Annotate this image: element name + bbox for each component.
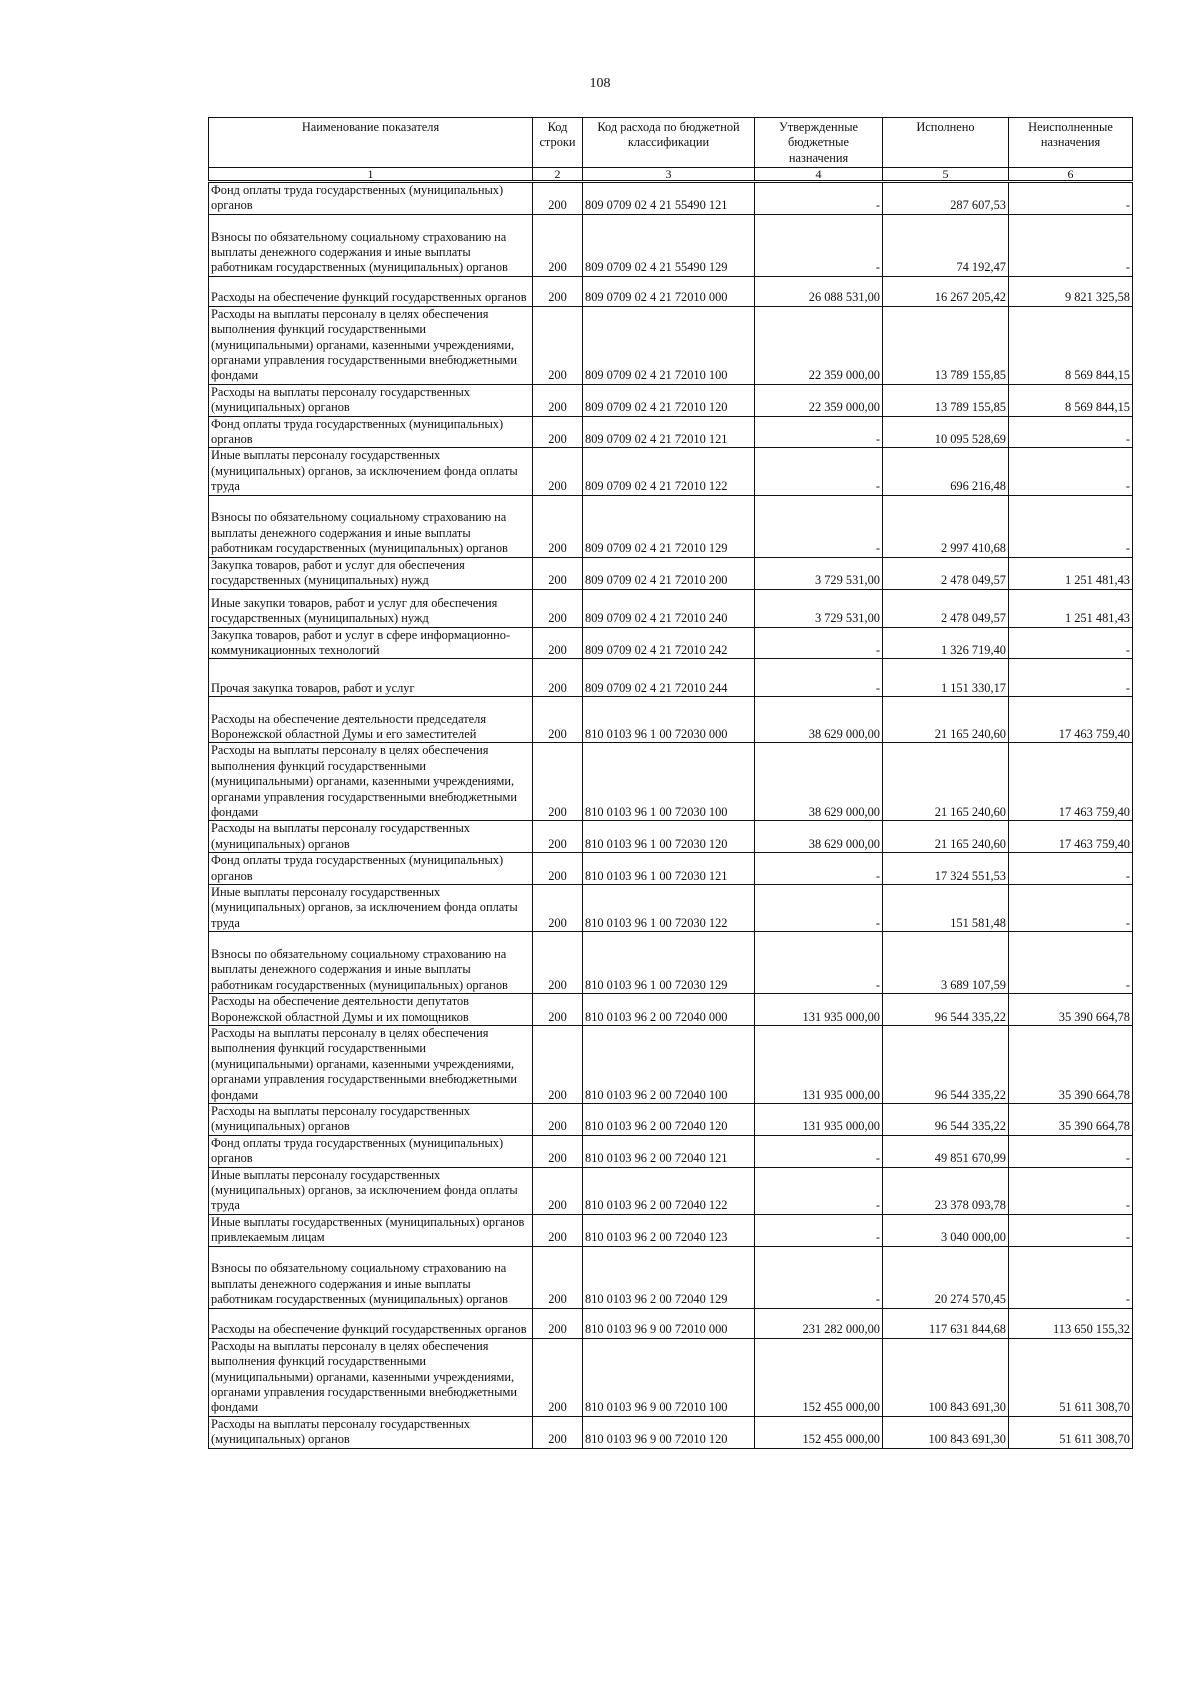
header-row [209,118,1133,168]
table-row [209,306,1133,384]
indicator-name-cell: Иные выплаты государственных (муниципальных) органов привлекаемым лицам [209,1214,533,1246]
unexecuted-amount-cell: - [1009,182,1133,215]
approved-amount-cell: - [755,853,883,885]
table-row [209,557,1133,589]
budget-code-cell: 810 0103 96 2 00 72040 123 [583,1214,755,1246]
table-row [209,416,1133,448]
budget-code-cell: 809 0709 02 4 21 72010 240 [583,589,755,627]
indicator-name-cell: Фонд оплаты труда государственных (муниципальных) органов [209,416,533,448]
executed-amount-cell: 49 851 670,99 [883,1135,1009,1167]
approved-amount-cell: 231 282 000,00 [755,1308,883,1338]
executed-amount-cell: 1 151 330,17 [883,659,1009,697]
column-number: 4 [755,168,883,182]
line-code-cell: 200 [533,306,583,384]
executed-amount-cell: 100 843 691,30 [883,1416,1009,1448]
line-code-cell: 200 [533,853,583,885]
executed-amount-cell: 96 544 335,22 [883,1026,1009,1104]
approved-amount-cell: 131 935 000,00 [755,1104,883,1136]
approved-amount-cell: - [755,182,883,215]
budget-code-cell: 809 0709 02 4 21 72010 121 [583,416,755,448]
indicator-name-cell: Расходы на выплаты персоналу государственных (муниципальных) органов [209,1416,533,1448]
approved-amount-cell: 22 359 000,00 [755,384,883,416]
budget-code-cell: 810 0103 96 1 00 72030 100 [583,743,755,821]
column-number: 5 [883,168,1009,182]
line-code-cell: 200 [533,182,583,215]
table-row [209,853,1133,885]
line-code-cell: 200 [533,214,583,276]
executed-amount-cell: 13 789 155,85 [883,384,1009,416]
budget-code-cell: 809 0709 02 4 21 72010 100 [583,306,755,384]
budget-code-cell: 810 0103 96 9 00 72010 120 [583,1416,755,1448]
line-code-cell: 200 [533,994,583,1026]
executed-amount-cell: 21 165 240,60 [883,821,1009,853]
table-row [209,214,1133,276]
executed-amount-cell: 2 478 049,57 [883,589,1009,627]
unexecuted-amount-cell: 17 463 759,40 [1009,821,1133,853]
executed-amount-cell: 2 997 410,68 [883,495,1009,557]
indicator-name-cell: Взносы по обязательному социальному страхованию на выплаты денежного содержания и иные выплаты работникам государственных (муниципальных) органов [209,932,533,994]
budget-code-cell: 810 0103 96 1 00 72030 122 [583,884,755,931]
executed-amount-cell: 20 274 570,45 [883,1246,1009,1308]
budget-code-cell: 810 0103 96 9 00 72010 100 [583,1338,755,1416]
table-row [209,1214,1133,1246]
approved-amount-cell: - [755,627,883,659]
header-budget-classification-code: Код расхода по бюджетной классификации [583,118,755,168]
executed-amount-cell: 117 631 844,68 [883,1308,1009,1338]
executed-amount-cell: 74 192,47 [883,214,1009,276]
line-code-cell: 200 [533,1167,583,1214]
indicator-name-cell: Иные выплаты персоналу государственных (муниципальных) органов, за исключением фонда оплаты труда [209,448,533,495]
unexecuted-amount-cell: 1 251 481,43 [1009,589,1133,627]
approved-amount-cell: - [755,1246,883,1308]
indicator-name-cell: Иные закупки товаров, работ и услуг для обеспечения государственных (муниципальных) нужд [209,589,533,627]
budget-code-cell: 810 0103 96 2 00 72040 129 [583,1246,755,1308]
budget-code-cell: 809 0709 02 4 21 72010 244 [583,659,755,697]
line-code-cell: 200 [533,697,583,743]
indicator-name-cell: Расходы на выплаты персоналу государственных (муниципальных) органов [209,1104,533,1136]
unexecuted-amount-cell: - [1009,448,1133,495]
unexecuted-amount-cell: - [1009,495,1133,557]
indicator-name-cell: Расходы на выплаты персоналу в целях обеспечения выполнения функций государственными (муниципальными) органами, казенными учреждениями, органами управления государственными внебюджетными фондами [209,1338,533,1416]
table-row [209,276,1133,306]
unexecuted-amount-cell: - [1009,416,1133,448]
unexecuted-amount-cell: 17 463 759,40 [1009,697,1133,743]
budget-code-cell: 810 0103 96 1 00 72030 121 [583,853,755,885]
table-row [209,659,1133,697]
unexecuted-amount-cell: 8 569 844,15 [1009,384,1133,416]
budget-code-cell: 810 0103 96 1 00 72030 120 [583,821,755,853]
executed-amount-cell: 23 378 093,78 [883,1167,1009,1214]
indicator-name-cell: Взносы по обязательному социальному страхованию на выплаты денежного содержания и иные выплаты работникам государственных (муниципальных) органов [209,1246,533,1308]
budget-execution-table [208,117,1133,1449]
header-executed: Исполнено [883,118,1009,168]
unexecuted-amount-cell: 35 390 664,78 [1009,1104,1133,1136]
header-line-code: Код строки [533,118,583,168]
unexecuted-amount-cell: - [1009,1246,1133,1308]
line-code-cell: 200 [533,1026,583,1104]
line-code-cell: 200 [533,448,583,495]
approved-amount-cell: - [755,1135,883,1167]
table-row [209,1308,1133,1338]
approved-amount-cell: 131 935 000,00 [755,1026,883,1104]
line-code-cell: 200 [533,821,583,853]
budget-code-cell: 809 0709 02 4 21 72010 129 [583,495,755,557]
executed-amount-cell: 1 326 719,40 [883,627,1009,659]
indicator-name-cell: Расходы на выплаты персоналу в целях обеспечения выполнения функций государственными (муниципальными) органами, казенными учреждениями, органами управления государственными внебюджетными фондами [209,306,533,384]
table-row [209,495,1133,557]
budget-code-cell: 809 0709 02 4 21 55490 121 [583,182,755,215]
approved-amount-cell: - [755,1167,883,1214]
indicator-name-cell: Расходы на выплаты персоналу государственных (муниципальных) органов [209,384,533,416]
table-body [209,182,1133,1449]
approved-amount-cell: - [755,1214,883,1246]
executed-amount-cell: 2 478 049,57 [883,557,1009,589]
unexecuted-amount-cell: 35 390 664,78 [1009,1026,1133,1104]
indicator-name-cell: Расходы на обеспечение деятельности председателя Воронежской областной Думы и его заместителей [209,697,533,743]
indicator-name-cell: Расходы на выплаты персоналу в целях обеспечения выполнения функций государственными (муниципальными) органами, казенными учреждениями, органами управления государственными внебюджетными фондами [209,1026,533,1104]
approved-amount-cell: 22 359 000,00 [755,306,883,384]
executed-amount-cell: 696 216,48 [883,448,1009,495]
approved-amount-cell: - [755,495,883,557]
column-number: 1 [209,168,533,182]
approved-amount-cell: - [755,932,883,994]
approved-amount-cell: 152 455 000,00 [755,1338,883,1416]
unexecuted-amount-cell: - [1009,1167,1133,1214]
unexecuted-amount-cell: 51 611 308,70 [1009,1338,1133,1416]
page-number: 108 [589,76,611,91]
approved-amount-cell: - [755,448,883,495]
indicator-name-cell: Закупка товаров, работ и услуг для обеспечения государственных (муниципальных) нужд [209,557,533,589]
budget-code-cell: 810 0103 96 2 00 72040 122 [583,1167,755,1214]
unexecuted-amount-cell: 9 821 325,58 [1009,276,1133,306]
line-code-cell: 200 [533,1246,583,1308]
table-row [209,884,1133,931]
table-row [209,589,1133,627]
executed-amount-cell: 3 040 000,00 [883,1214,1009,1246]
column-number: 2 [533,168,583,182]
executed-amount-cell: 21 165 240,60 [883,743,1009,821]
indicator-name-cell: Иные выплаты персоналу государственных (муниципальных) органов, за исключением фонда оплаты труда [209,1167,533,1214]
unexecuted-amount-cell: - [1009,627,1133,659]
indicator-name-cell: Закупка товаров, работ и услуг в сфере информационно-коммуникационных технологий [209,627,533,659]
column-number-row [209,168,1133,182]
indicator-name-cell: Фонд оплаты труда государственных (муниципальных) органов [209,182,533,215]
indicator-name-cell: Расходы на обеспечение функций государственных органов [209,1308,533,1338]
budget-code-cell: 809 0709 02 4 21 72010 122 [583,448,755,495]
line-code-cell: 200 [533,416,583,448]
line-code-cell: 200 [533,1214,583,1246]
line-code-cell: 200 [533,1104,583,1136]
budget-code-cell: 810 0103 96 9 00 72010 000 [583,1308,755,1338]
table-row [209,821,1133,853]
indicator-name-cell: Взносы по обязательному социальному страхованию на выплаты денежного содержания и иные выплаты работникам государственных (муниципальных) органов [209,214,533,276]
indicator-name-cell: Фонд оплаты труда государственных (муниципальных) органов [209,1135,533,1167]
table-row [209,1338,1133,1416]
executed-amount-cell: 3 689 107,59 [883,932,1009,994]
unexecuted-amount-cell: - [1009,214,1133,276]
approved-amount-cell: 131 935 000,00 [755,994,883,1026]
line-code-cell: 200 [533,276,583,306]
table-row [209,1135,1133,1167]
unexecuted-amount-cell: - [1009,1214,1133,1246]
line-code-cell: 200 [533,589,583,627]
indicator-name-cell: Иные выплаты персоналу государственных (муниципальных) органов, за исключением фонда оплаты труда [209,884,533,931]
executed-amount-cell: 151 581,48 [883,884,1009,931]
budget-code-cell: 810 0103 96 1 00 72030 129 [583,932,755,994]
table-row [209,182,1133,215]
budget-code-cell: 810 0103 96 2 00 72040 000 [583,994,755,1026]
unexecuted-amount-cell: 35 390 664,78 [1009,994,1133,1026]
executed-amount-cell: 16 267 205,42 [883,276,1009,306]
indicator-name-cell: Расходы на выплаты персоналу в целях обеспечения выполнения функций государственными (муниципальными) органами, казенными учреждениями, органами управления государственными внебюджетными фондами [209,743,533,821]
indicator-name-cell: Расходы на обеспечение функций государственных органов [209,276,533,306]
approved-amount-cell: - [755,416,883,448]
approved-amount-cell: 152 455 000,00 [755,1416,883,1448]
table-row [209,1104,1133,1136]
line-code-cell: 200 [533,1308,583,1338]
executed-amount-cell: 287 607,53 [883,182,1009,215]
line-code-cell: 200 [533,932,583,994]
line-code-cell: 200 [533,743,583,821]
approved-amount-cell: 3 729 531,00 [755,557,883,589]
line-code-cell: 200 [533,1416,583,1448]
budget-code-cell: 810 0103 96 1 00 72030 000 [583,697,755,743]
unexecuted-amount-cell: - [1009,853,1133,885]
table-row [209,384,1133,416]
line-code-cell: 200 [533,384,583,416]
budget-code-cell: 810 0103 96 2 00 72040 121 [583,1135,755,1167]
unexecuted-amount-cell: - [1009,659,1133,697]
table-row [209,1167,1133,1214]
executed-amount-cell: 13 789 155,85 [883,306,1009,384]
budget-code-cell: 809 0709 02 4 21 72010 242 [583,627,755,659]
table-row [209,994,1133,1026]
executed-amount-cell: 17 324 551,53 [883,853,1009,885]
budget-code-cell: 809 0709 02 4 21 72010 000 [583,276,755,306]
table-row [209,743,1133,821]
table-row [209,932,1133,994]
header-unexecuted-appropriations: Неисполненные назначения [1009,118,1133,168]
table-row [209,448,1133,495]
column-number: 3 [583,168,755,182]
header-indicator-name: Наименование показателя [209,118,533,168]
approved-amount-cell: - [755,884,883,931]
budget-code-cell: 810 0103 96 2 00 72040 120 [583,1104,755,1136]
approved-amount-cell: 26 088 531,00 [755,276,883,306]
approved-amount-cell: - [755,214,883,276]
budget-code-cell: 810 0103 96 2 00 72040 100 [583,1026,755,1104]
indicator-name-cell: Расходы на выплаты персоналу государственных (муниципальных) органов [209,821,533,853]
executed-amount-cell: 10 095 528,69 [883,416,1009,448]
budget-code-cell: 809 0709 02 4 21 55490 129 [583,214,755,276]
budget-code-cell: 809 0709 02 4 21 72010 200 [583,557,755,589]
executed-amount-cell: 96 544 335,22 [883,1104,1009,1136]
indicator-name-cell: Прочая закупка товаров, работ и услуг [209,659,533,697]
indicator-name-cell: Расходы на обеспечение деятельности депутатов Воронежской областной Думы и их помощников [209,994,533,1026]
indicator-name-cell: Фонд оплаты труда государственных (муниципальных) органов [209,853,533,885]
table-row [209,627,1133,659]
table-row [209,1246,1133,1308]
indicator-name-cell: Взносы по обязательному социальному страхованию на выплаты денежного содержания и иные выплаты работникам государственных (муниципальных) органов [209,495,533,557]
line-code-cell: 200 [533,627,583,659]
unexecuted-amount-cell: 17 463 759,40 [1009,743,1133,821]
approved-amount-cell: - [755,659,883,697]
header-approved-appropriations: Утвержденные бюджетные назначения [755,118,883,168]
unexecuted-amount-cell: 51 611 308,70 [1009,1416,1133,1448]
line-code-cell: 200 [533,659,583,697]
table-row [209,697,1133,743]
approved-amount-cell: 38 629 000,00 [755,821,883,853]
approved-amount-cell: 3 729 531,00 [755,589,883,627]
line-code-cell: 200 [533,884,583,931]
executed-amount-cell: 100 843 691,30 [883,1338,1009,1416]
unexecuted-amount-cell: 1 251 481,43 [1009,557,1133,589]
approved-amount-cell: 38 629 000,00 [755,743,883,821]
line-code-cell: 200 [533,1338,583,1416]
unexecuted-amount-cell: 8 569 844,15 [1009,306,1133,384]
column-number: 6 [1009,168,1133,182]
line-code-cell: 200 [533,557,583,589]
unexecuted-amount-cell: 113 650 155,32 [1009,1308,1133,1338]
executed-amount-cell: 21 165 240,60 [883,697,1009,743]
line-code-cell: 200 [533,495,583,557]
table-row [209,1026,1133,1104]
approved-amount-cell: 38 629 000,00 [755,697,883,743]
unexecuted-amount-cell: - [1009,1135,1133,1167]
unexecuted-amount-cell: - [1009,884,1133,931]
table-row [209,1416,1133,1448]
executed-amount-cell: 96 544 335,22 [883,994,1009,1026]
budget-code-cell: 809 0709 02 4 21 72010 120 [583,384,755,416]
unexecuted-amount-cell: - [1009,932,1133,994]
line-code-cell: 200 [533,1135,583,1167]
